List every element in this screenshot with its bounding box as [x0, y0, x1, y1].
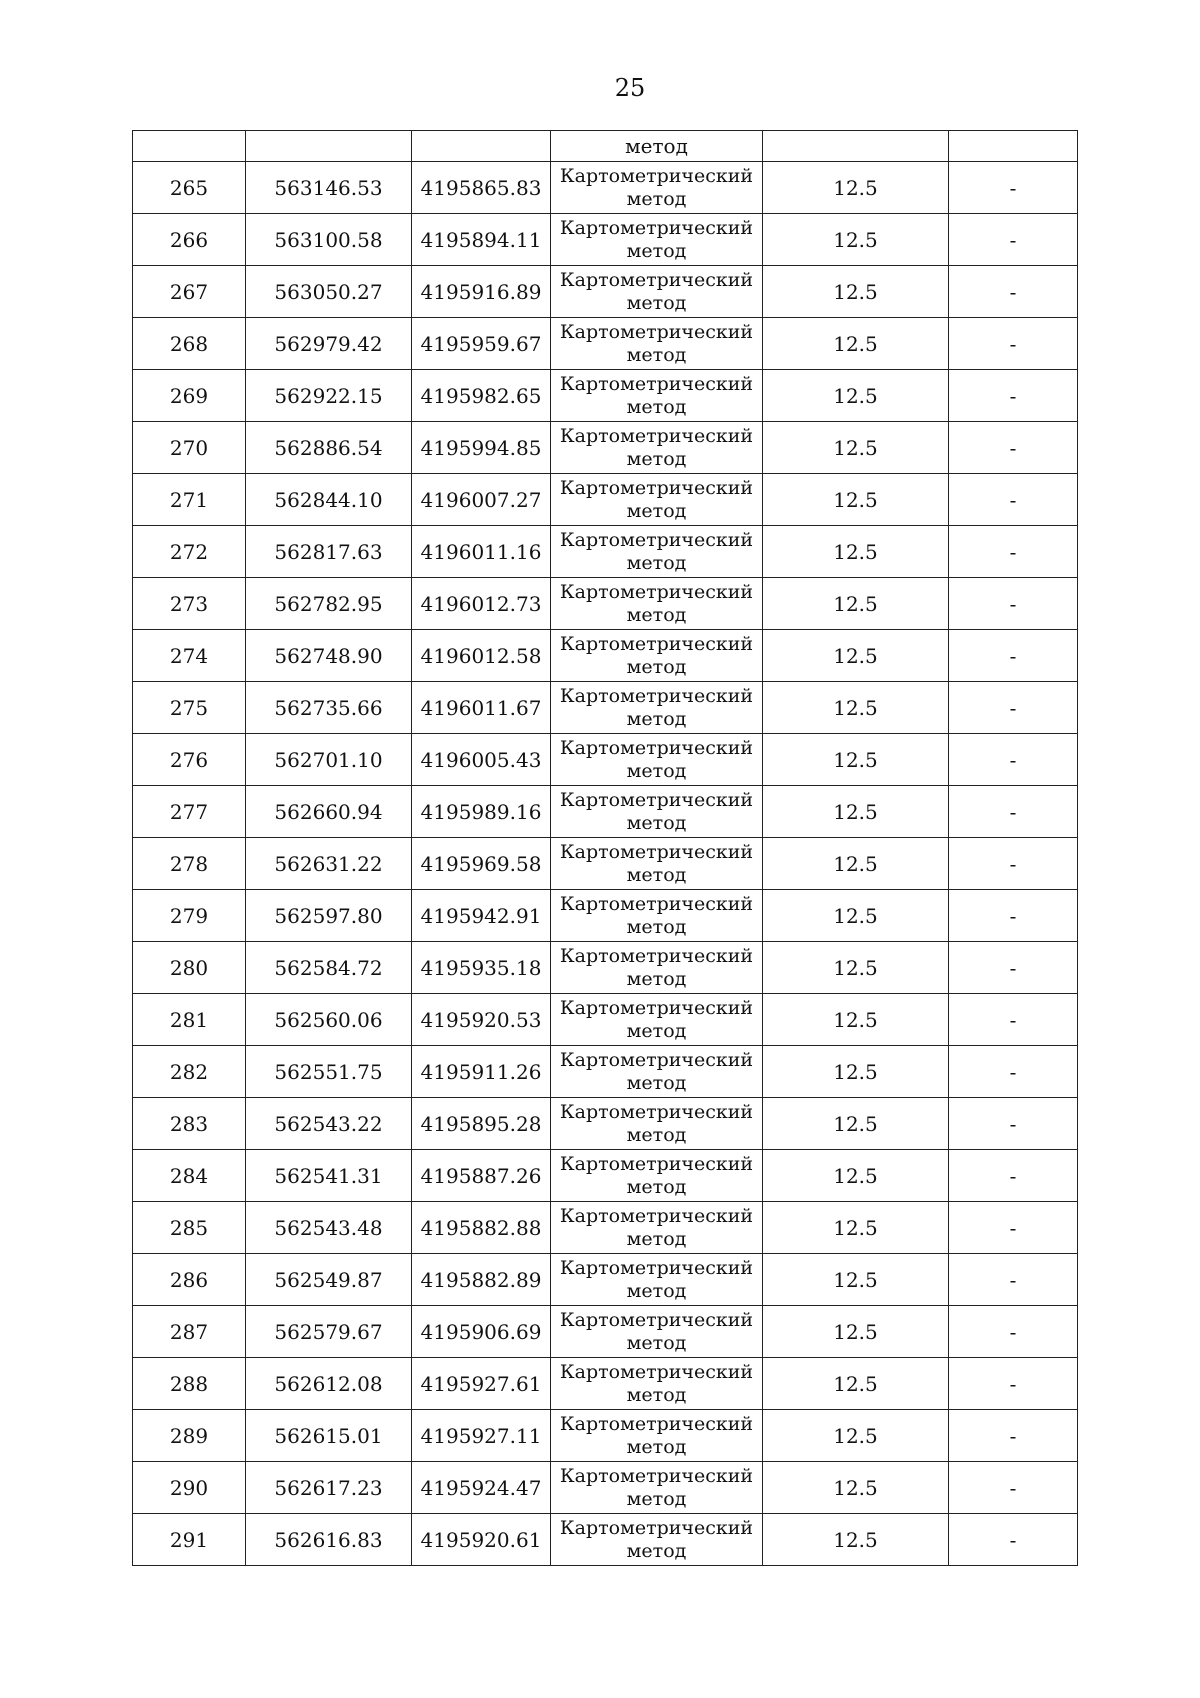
method-line2: метод: [626, 1175, 687, 1198]
method-text: [560, 321, 753, 366]
cell-accuracy: 12.5: [763, 630, 949, 682]
method-line2: метод: [626, 447, 687, 470]
cell-x: 562660.94: [246, 786, 412, 838]
cell-number: 290: [133, 1462, 246, 1514]
cell-x: 562612.08: [246, 1358, 412, 1410]
cell-accuracy: 12.5: [763, 1202, 949, 1254]
cell-accuracy: 12.5: [763, 1098, 949, 1150]
cell-x: 562543.22: [246, 1098, 412, 1150]
cell-method: [551, 1098, 763, 1150]
cell-method: [551, 630, 763, 682]
cell-x: 562631.22: [246, 838, 412, 890]
cell-method: [551, 1306, 763, 1358]
method-line2: метод: [626, 1019, 687, 1042]
cell-x: 562817.63: [246, 526, 412, 578]
method-text: [560, 217, 753, 262]
cell-x: 562735.66: [246, 682, 412, 734]
cell-x: 562551.75: [246, 1046, 412, 1098]
cell-method: [551, 890, 763, 942]
cell-accuracy: 12.5: [763, 1462, 949, 1514]
cell-number: 273: [133, 578, 246, 630]
cell-number: 266: [133, 214, 246, 266]
method-text: [560, 633, 753, 678]
cell-y: 4196005.43: [412, 734, 551, 786]
cell-accuracy: 12.5: [763, 162, 949, 214]
method-line1: Картометрический: [559, 581, 754, 604]
method-line2: метод: [626, 1071, 687, 1094]
cell-x: 562541.31: [246, 1150, 412, 1202]
table-row: [133, 682, 1078, 734]
method-line2: метод: [626, 499, 687, 522]
cell-x: 562886.54: [246, 422, 412, 474]
cell-number: 274: [133, 630, 246, 682]
cell-number: 287: [133, 1306, 246, 1358]
table-row: [133, 630, 1078, 682]
table-row: [133, 1150, 1078, 1202]
method-text: [560, 269, 753, 314]
method-text: [560, 477, 753, 522]
cell-method: метод: [551, 131, 763, 162]
method-line1: Картометрический: [559, 477, 754, 500]
cell-x: [246, 131, 412, 162]
method-text: [560, 893, 753, 938]
method-text: [560, 1101, 753, 1146]
cell-note: -: [949, 162, 1078, 214]
cell-note: -: [949, 1150, 1078, 1202]
table-row: [133, 318, 1078, 370]
cell-number: 282: [133, 1046, 246, 1098]
cell-number: 277: [133, 786, 246, 838]
cell-note: -: [949, 1358, 1078, 1410]
method-line2: метод: [626, 759, 687, 782]
cell-number: 291: [133, 1514, 246, 1566]
method-text: [560, 425, 753, 470]
page-number: 25: [614, 74, 646, 102]
cell-accuracy: 12.5: [763, 1514, 949, 1566]
cell-y: 4195924.47: [412, 1462, 551, 1514]
cell-note: -: [949, 890, 1078, 942]
cell-accuracy: 12.5: [763, 1254, 949, 1306]
method-text: [560, 1517, 753, 1562]
cell-method: [551, 578, 763, 630]
cell-number: 285: [133, 1202, 246, 1254]
method-line1: Картометрический: [559, 217, 754, 240]
cell-accuracy: 12.5: [763, 994, 949, 1046]
cell-note: -: [949, 1202, 1078, 1254]
cell-note: -: [949, 266, 1078, 318]
method-line1: Картометрический: [559, 893, 754, 916]
cell-number: 275: [133, 682, 246, 734]
method-line2: метод: [626, 187, 687, 210]
cell-y: 4195969.58: [412, 838, 551, 890]
cell-x: 562844.10: [246, 474, 412, 526]
method-line2: метод: [626, 343, 687, 366]
table-row: [133, 1254, 1078, 1306]
method-line1: Картометрический: [559, 529, 754, 552]
cell-note: -: [949, 318, 1078, 370]
cell-y: [412, 131, 551, 162]
cell-y: 4196011.67: [412, 682, 551, 734]
method-text: [560, 581, 753, 626]
cell-note: -: [949, 994, 1078, 1046]
cell-method: [551, 526, 763, 578]
cell-accuracy: 12.5: [763, 1306, 949, 1358]
cell-x: 562543.48: [246, 1202, 412, 1254]
cell-accuracy: 12.5: [763, 786, 949, 838]
method-line1: Картометрический: [559, 945, 754, 968]
cell-accuracy: 12.5: [763, 578, 949, 630]
cell-y: 4196012.58: [412, 630, 551, 682]
method-line2: метод: [626, 239, 687, 262]
cell-x: 562748.90: [246, 630, 412, 682]
table-row: [133, 1202, 1078, 1254]
cell-method: [551, 734, 763, 786]
cell-y: 4195927.61: [412, 1358, 551, 1410]
cell-method: [551, 838, 763, 890]
cell-number: 272: [133, 526, 246, 578]
cell-accuracy: 12.5: [763, 1046, 949, 1098]
cell-x: 562584.72: [246, 942, 412, 994]
cell-number: 270: [133, 422, 246, 474]
table-row: [133, 1046, 1078, 1098]
cell-note: -: [949, 1254, 1078, 1306]
method-line1: Картометрический: [559, 321, 754, 344]
cell-accuracy: 12.5: [763, 526, 949, 578]
method-line2: метод: [626, 1279, 687, 1302]
cell-number: [133, 131, 246, 162]
table-row: [133, 474, 1078, 526]
method-text: [560, 1049, 753, 1094]
method-text: [560, 945, 753, 990]
cell-note: -: [949, 1306, 1078, 1358]
method-line2: метод: [626, 1123, 687, 1146]
cell-method: [551, 994, 763, 1046]
table-row: [133, 838, 1078, 890]
cell-x: 562922.15: [246, 370, 412, 422]
cell-x: 562615.01: [246, 1410, 412, 1462]
cell-method: [551, 1514, 763, 1566]
method-text: [560, 685, 753, 730]
cell-accuracy: 12.5: [763, 682, 949, 734]
method-line1: Картометрический: [559, 165, 754, 188]
cell-number: 289: [133, 1410, 246, 1462]
cell-x: 562782.95: [246, 578, 412, 630]
cell-x: 562560.06: [246, 994, 412, 1046]
cell-note: -: [949, 422, 1078, 474]
cell-y: 4195894.11: [412, 214, 551, 266]
method-line2: метод: [626, 551, 687, 574]
cell-method: [551, 422, 763, 474]
method-text: [560, 165, 753, 210]
cell-y: 4196012.73: [412, 578, 551, 630]
table-row: [133, 162, 1078, 214]
cell-x: 562549.87: [246, 1254, 412, 1306]
cell-note: -: [949, 1462, 1078, 1514]
cell-method: [551, 1254, 763, 1306]
method-text: [560, 373, 753, 418]
table-row: [133, 786, 1078, 838]
cell-number: 278: [133, 838, 246, 890]
cell-y: 4196007.27: [412, 474, 551, 526]
method-line2: метод: [626, 707, 687, 730]
method-text: [560, 737, 753, 782]
table-row: [133, 578, 1078, 630]
method-line2: метод: [626, 603, 687, 626]
cell-number: 269: [133, 370, 246, 422]
cell-y: 4195882.88: [412, 1202, 551, 1254]
cell-y: 4195982.65: [412, 370, 551, 422]
cell-y: 4195994.85: [412, 422, 551, 474]
cell-number: 279: [133, 890, 246, 942]
table-row-continuation: [133, 131, 1078, 162]
table-row: [133, 1098, 1078, 1150]
table-row: [133, 994, 1078, 1046]
cell-x: 562579.67: [246, 1306, 412, 1358]
method-text: [560, 1257, 753, 1302]
method-text: [560, 1465, 753, 1510]
cell-note: -: [949, 578, 1078, 630]
cell-note: -: [949, 630, 1078, 682]
cell-y: 4195989.16: [412, 786, 551, 838]
cell-accuracy: [763, 131, 949, 162]
cell-y: 4195920.61: [412, 1514, 551, 1566]
method-text: [560, 997, 753, 1042]
cell-method: [551, 1202, 763, 1254]
method-text: [560, 789, 753, 834]
cell-note: [949, 131, 1078, 162]
table-row: [133, 1462, 1078, 1514]
method-text: [560, 1413, 753, 1458]
method-line1: Картометрический: [559, 997, 754, 1020]
method-line1: Картометрический: [559, 269, 754, 292]
cell-number: 276: [133, 734, 246, 786]
cell-method: [551, 266, 763, 318]
method-line2: метод: [626, 915, 687, 938]
table-row: [133, 734, 1078, 786]
method-line1: Картометрический: [559, 1049, 754, 1072]
cell-number: 284: [133, 1150, 246, 1202]
cell-accuracy: 12.5: [763, 1410, 949, 1462]
method-line1: Картометрический: [559, 633, 754, 656]
cell-note: -: [949, 682, 1078, 734]
cell-method: [551, 474, 763, 526]
cell-note: -: [949, 526, 1078, 578]
cell-method: [551, 1358, 763, 1410]
method-line1: Картометрический: [559, 685, 754, 708]
cell-y: 4195916.89: [412, 266, 551, 318]
cell-note: -: [949, 214, 1078, 266]
cell-accuracy: 12.5: [763, 1358, 949, 1410]
cell-number: 281: [133, 994, 246, 1046]
method-line1: Картометрический: [559, 1413, 754, 1436]
table-body: [133, 131, 1078, 1566]
cell-note: -: [949, 786, 1078, 838]
table-row: [133, 266, 1078, 318]
method-line1: Картометрический: [559, 1361, 754, 1384]
cell-accuracy: 12.5: [763, 266, 949, 318]
method-line2: метод: [626, 811, 687, 834]
table-row: [133, 214, 1078, 266]
table-row: [133, 526, 1078, 578]
table-row: [133, 1358, 1078, 1410]
cell-accuracy: 12.5: [763, 214, 949, 266]
cell-y: 4195865.83: [412, 162, 551, 214]
cell-method: [551, 1150, 763, 1202]
cell-method: [551, 1462, 763, 1514]
cell-accuracy: 12.5: [763, 734, 949, 786]
cell-note: -: [949, 838, 1078, 890]
cell-method: [551, 786, 763, 838]
table-row: [133, 942, 1078, 994]
cell-y: 4195927.11: [412, 1410, 551, 1462]
cell-y: 4195887.26: [412, 1150, 551, 1202]
method-line2: метод: [626, 291, 687, 314]
cell-accuracy: 12.5: [763, 890, 949, 942]
cell-accuracy: 12.5: [763, 1150, 949, 1202]
cell-note: -: [949, 734, 1078, 786]
cell-x: 562597.80: [246, 890, 412, 942]
cell-note: -: [949, 474, 1078, 526]
cell-number: 267: [133, 266, 246, 318]
cell-y: 4195942.91: [412, 890, 551, 942]
cell-number: 286: [133, 1254, 246, 1306]
cell-method: [551, 682, 763, 734]
cell-note: -: [949, 1410, 1078, 1462]
cell-x: 563050.27: [246, 266, 412, 318]
cell-method: [551, 1410, 763, 1462]
cell-number: 280: [133, 942, 246, 994]
cell-x: 562979.42: [246, 318, 412, 370]
method-text: [560, 1153, 753, 1198]
method-line1: Картометрический: [559, 841, 754, 864]
cell-x: 562616.83: [246, 1514, 412, 1566]
method-line2: метод: [626, 863, 687, 886]
table-row: [133, 370, 1078, 422]
cell-y: 4195920.53: [412, 994, 551, 1046]
table-row: [133, 422, 1078, 474]
method-line1: Картометрический: [559, 1205, 754, 1228]
table-row: [133, 890, 1078, 942]
cell-y: 4195882.89: [412, 1254, 551, 1306]
method-text: [560, 1205, 753, 1250]
method-text: [560, 529, 753, 574]
method-line2: метод: [626, 655, 687, 678]
method-line1: Картометрический: [559, 1309, 754, 1332]
cell-y: 4195935.18: [412, 942, 551, 994]
cell-y: 4195906.69: [412, 1306, 551, 1358]
coordinates-table: [132, 130, 1078, 1566]
method-line2: метод: [626, 967, 687, 990]
cell-number: 288: [133, 1358, 246, 1410]
cell-note: -: [949, 1046, 1078, 1098]
method-line1: Картометрический: [559, 373, 754, 396]
cell-accuracy: 12.5: [763, 422, 949, 474]
method-line1: Картометрический: [559, 425, 754, 448]
cell-accuracy: 12.5: [763, 838, 949, 890]
cell-number: 283: [133, 1098, 246, 1150]
method-line1: Картометрический: [559, 1153, 754, 1176]
table-row: [133, 1514, 1078, 1566]
cell-note: -: [949, 942, 1078, 994]
cell-method: [551, 318, 763, 370]
method-text: [560, 841, 753, 886]
cell-accuracy: 12.5: [763, 474, 949, 526]
cell-number: 265: [133, 162, 246, 214]
method-line2: метод: [626, 1539, 687, 1562]
cell-y: 4195911.26: [412, 1046, 551, 1098]
cell-y: 4195959.67: [412, 318, 551, 370]
cell-note: -: [949, 370, 1078, 422]
method-line2: метод: [626, 1227, 687, 1250]
table-row: [133, 1410, 1078, 1462]
cell-y: 4195895.28: [412, 1098, 551, 1150]
cell-method: [551, 942, 763, 994]
method-line1: Картометрический: [559, 737, 754, 760]
method-line2: метод: [626, 1383, 687, 1406]
method-line1: Картометрический: [559, 1517, 754, 1540]
method-line1: Картометрический: [559, 1257, 754, 1280]
method-line1: Картометрический: [559, 789, 754, 812]
method-line1: Картометрический: [559, 1465, 754, 1488]
cell-accuracy: 12.5: [763, 942, 949, 994]
cell-method: [551, 1046, 763, 1098]
method-line1: Картометрический: [559, 1101, 754, 1124]
cell-note: -: [949, 1098, 1078, 1150]
cell-method: [551, 214, 763, 266]
method-line2: метод: [626, 1487, 687, 1510]
cell-x: 563146.53: [246, 162, 412, 214]
cell-accuracy: 12.5: [763, 370, 949, 422]
method-line2: метод: [626, 1435, 687, 1458]
method-line2: метод: [626, 395, 687, 418]
method-text: [560, 1361, 753, 1406]
cell-x: 562701.10: [246, 734, 412, 786]
cell-x: 562617.23: [246, 1462, 412, 1514]
cell-accuracy: 12.5: [763, 318, 949, 370]
cell-method: [551, 162, 763, 214]
cell-number: 271: [133, 474, 246, 526]
cell-y: 4196011.16: [412, 526, 551, 578]
cell-method: [551, 370, 763, 422]
table-row: [133, 1306, 1078, 1358]
cell-number: 268: [133, 318, 246, 370]
cell-x: 563100.58: [246, 214, 412, 266]
cell-note: -: [949, 1514, 1078, 1566]
method-text: [560, 1309, 753, 1354]
method-line2: метод: [626, 1331, 687, 1354]
